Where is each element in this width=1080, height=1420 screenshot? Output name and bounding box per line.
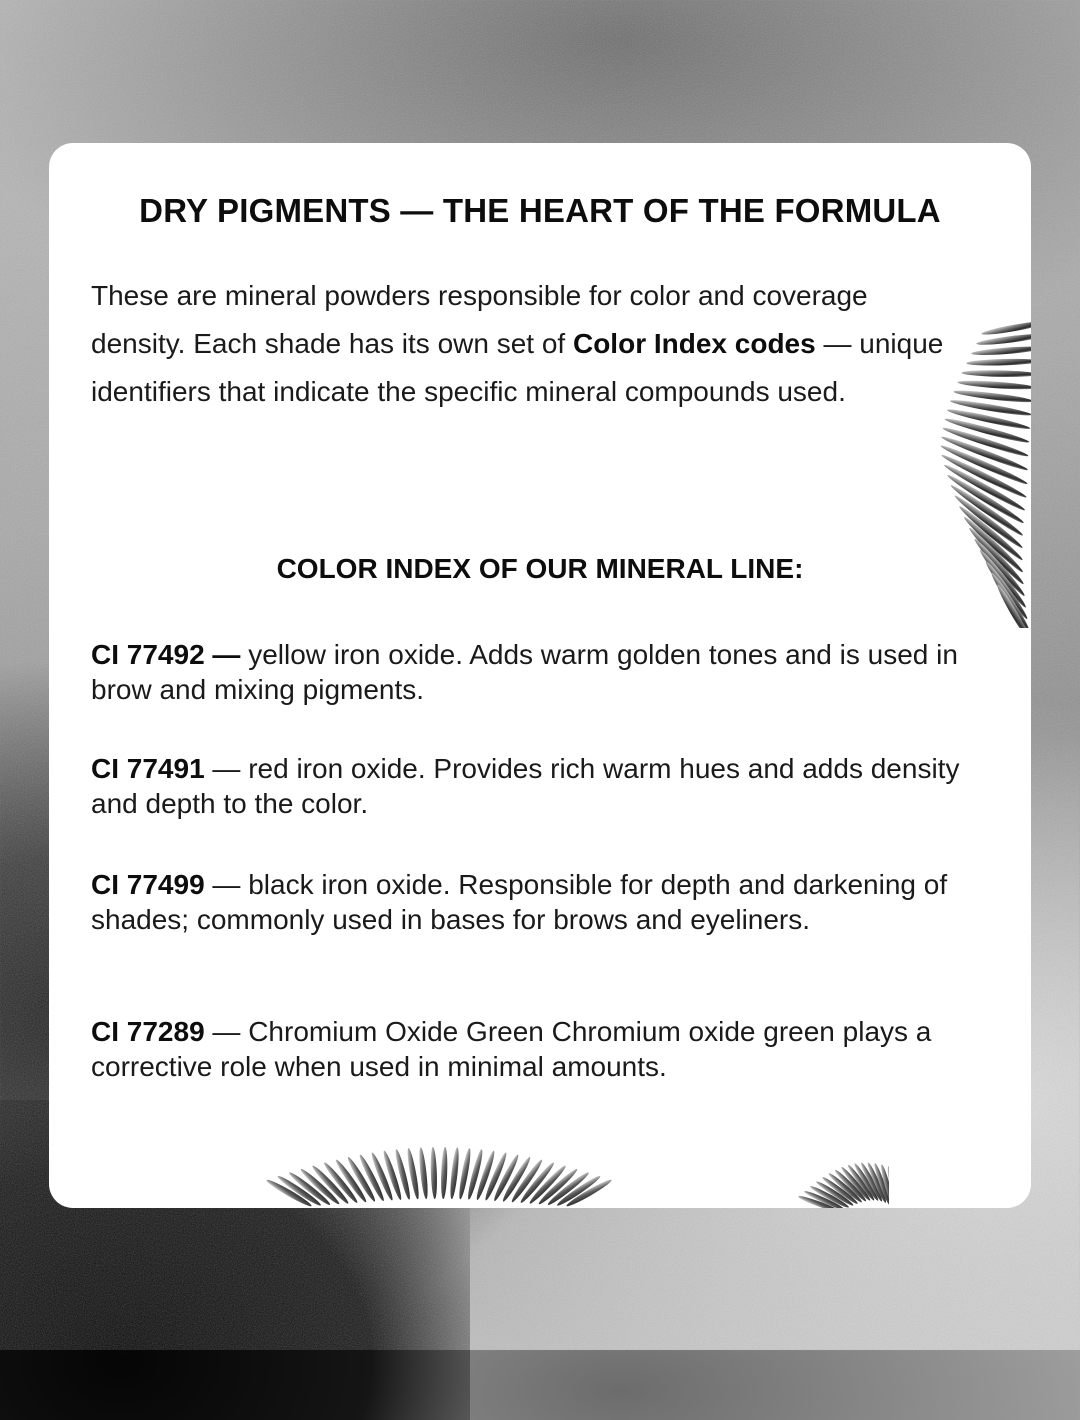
pigment-description: — Chromium Oxide Green Chromium oxide green plays a corrective role when used in minimal amounts. <box>91 1016 932 1082</box>
chrome-spike <box>981 319 1031 337</box>
pigment-code: CI 77491 <box>91 753 205 784</box>
intro-text-end: — unique identifiers that indicate the specific mineral compounds used. <box>91 328 944 407</box>
pigment-item-77289 <box>91 1014 961 1084</box>
intro-highlight: Color Index codes <box>572 328 816 359</box>
intro-paragraph <box>91 272 961 416</box>
chrome-spike <box>957 379 1031 391</box>
pigment-description: — black iron oxide. Responsible for depth and darkening of shades; commonly used in bases for brows and eyeliners. <box>91 869 948 935</box>
pigment-description: — red iron oxide. Provides rich warm hues and adds density and depth to the color. <box>91 753 960 819</box>
pigment-item-77491 <box>91 751 961 821</box>
intro-text-start: These are mineral powders responsible for color and coverage density. Each shade has its own set of <box>91 280 868 359</box>
chrome-spike <box>418 1147 430 1199</box>
pigment-code: CI 77499 <box>91 869 205 900</box>
pigment-item-77492 <box>91 637 961 707</box>
pigment-code: CI 77289 <box>91 1016 205 1047</box>
content-card <box>49 143 1031 1208</box>
page-title: DRY PIGMENTS — THE HEART OF THE FORMULA <box>139 192 941 229</box>
chrome-spike <box>971 345 1031 357</box>
pigment-description: yellow iron oxide. Adds warm golden tones and is used in brow and mixing pigments. <box>91 639 958 705</box>
chrome-spike <box>966 358 1031 366</box>
pigment-item-77499 <box>91 867 961 937</box>
section-subtitle: COLOR INDEX OF OUR MINERAL LINE: <box>276 553 804 584</box>
chrome-spike <box>962 370 1031 378</box>
chrome-spikes-bottom-decoration <box>229 1138 889 1208</box>
chrome-spike <box>430 1147 438 1199</box>
chrome-spike <box>449 1147 461 1199</box>
chrome-spike <box>440 1147 448 1199</box>
pigment-code: CI 77492 — <box>91 639 241 670</box>
